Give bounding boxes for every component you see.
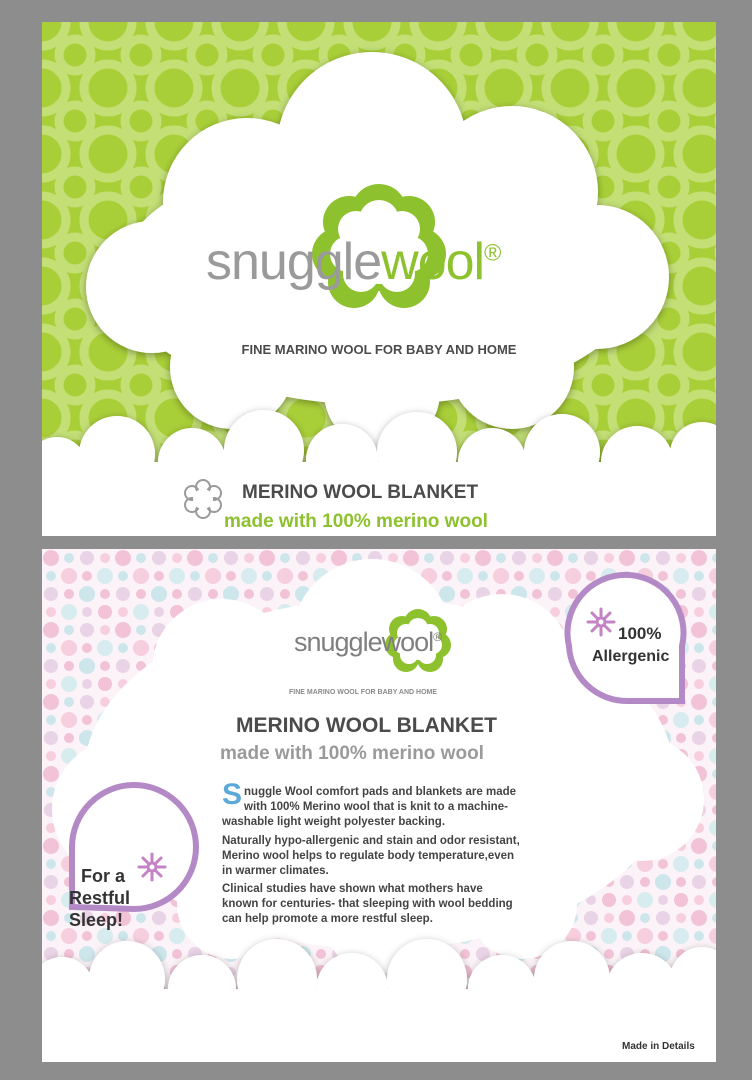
restful-badge-line1: For a <box>80 866 125 886</box>
description-paragraph: Snuggle Wool comfort pads and blankets are made with 100% Merino wool that is knit to a machine-washable light weight polyester backing. <box>222 778 517 829</box>
brand-tagline: FINE MARINO WOOL FOR BABY AND HOME <box>241 342 517 357</box>
brand-snuggle-text: snuggle <box>294 627 382 657</box>
brand-snuggle-text: snuggle <box>206 233 382 291</box>
product-title: MERINO WOOL BLANKET <box>236 714 497 737</box>
allergenic-badge-line1: 100% <box>618 624 662 643</box>
brand-logo-small <box>294 627 441 658</box>
brand-logo <box>206 232 500 292</box>
restful-badge-line3: Sleep! <box>69 910 124 930</box>
product-subtitle: made with 100% merino wool <box>224 511 488 532</box>
product-description <box>222 778 522 931</box>
brand-tagline-small: FINE MARINO WOOL FOR BABY AND HOME <box>289 689 438 696</box>
brand-wool-text: wool <box>381 233 485 291</box>
description-paragraph: Clinical studies have shown what mothers have known for centuries- that sleeping with wool bedding can help promote a more restful sleep. <box>222 883 513 926</box>
allergenic-badge-line2: Allergenic <box>592 648 670 665</box>
registered-mark: ® <box>484 239 501 266</box>
dropcap-letter: S <box>222 778 243 811</box>
brand-wool-text: wool <box>381 627 434 657</box>
bottom-label-card <box>42 549 716 1062</box>
description-paragraph: Naturally hypo-allergenic and stain and odor resistant, Merino wool helps to regulate body temperature,even in warmer climates. <box>222 834 520 877</box>
restful-badge-line2: Restful <box>69 888 131 908</box>
registered-mark: ® <box>433 630 442 644</box>
product-subtitle: made with 100% merino wool <box>220 743 484 764</box>
top-label-card <box>42 22 716 536</box>
product-title: MERINO WOOL BLANKET <box>242 482 479 503</box>
made-in-label: Made in Details <box>622 1041 695 1052</box>
